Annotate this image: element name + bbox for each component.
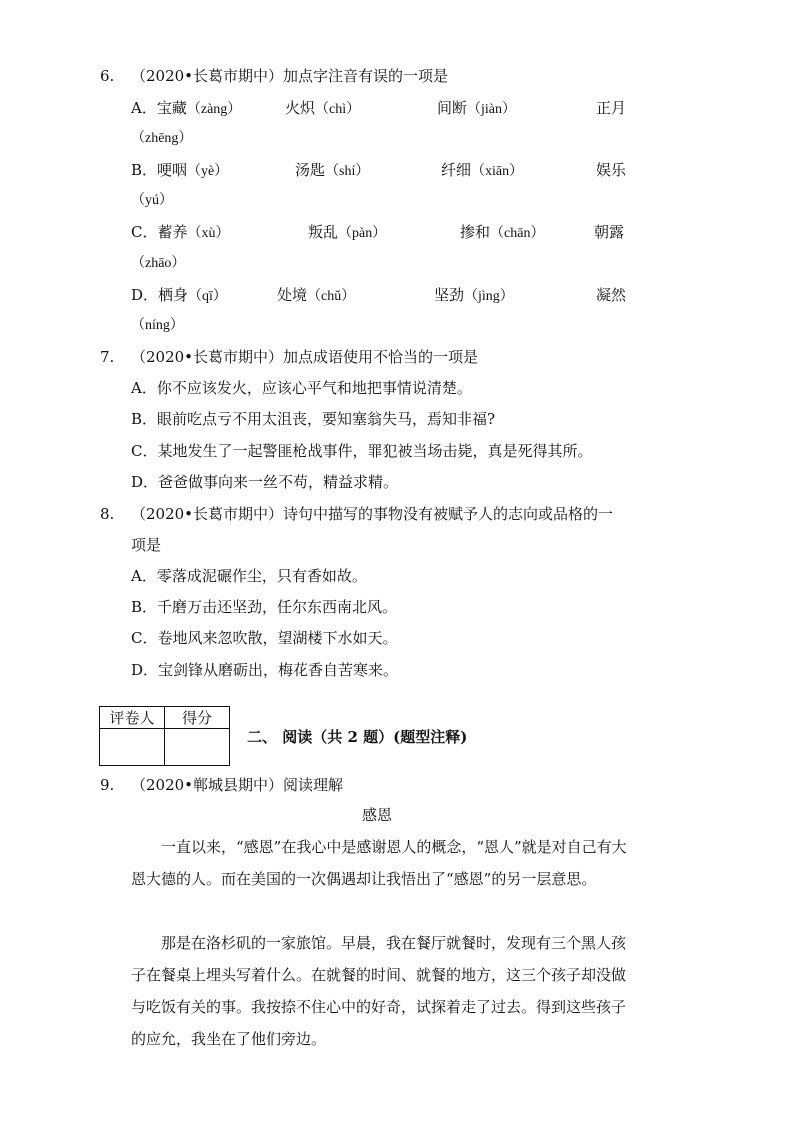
option-c[interactable]: C．某地发生了一起警匪枪战事件，罪犯被当场击毙，真是死得其所。 <box>131 442 593 460</box>
option-label: A． <box>131 99 157 117</box>
option-a-item-2: 火炽（chì） <box>285 99 361 117</box>
option-pinyin: （yè） <box>187 164 229 179</box>
question-stem: （2020•长葛市期中）加点字注音有误的一项是 <box>131 67 449 85</box>
option-d[interactable] <box>131 285 227 307</box>
option-a-item-4-pinyin: （zhēng） <box>131 131 193 146</box>
option-a[interactable]: A．零落成泥碾作尘，只有香如故。 <box>131 567 367 585</box>
passage-paragraph: 那是在洛杉矶的一家旅馆。早晨，我在餐厅就餐时，发现有三个黑人孩子在餐桌上埋头写着什么。在就餐的时间、就餐的地方，这三个孩子却没做与吃饭有关的事。我按捺不住心中的好奇，试探着走了过去。得到这些孩子的应允，我坐在了他们旁边。 <box>131 934 627 1048</box>
option-c-item-4-pinyin: （zhāo） <box>131 256 186 271</box>
option-c[interactable] <box>131 222 230 244</box>
option-label: C． <box>131 223 158 241</box>
option-word: 哽咽 <box>157 161 188 179</box>
option-b[interactable] <box>131 160 228 182</box>
option-a[interactable]: A．你不应该发火，应该心平气和地把事情说清楚。 <box>131 379 472 397</box>
question-number: 9. <box>100 776 115 794</box>
question-number: 8. <box>100 505 115 523</box>
option-d[interactable]: D．爸爸做事向来一丝不苟，精益求精。 <box>131 473 399 491</box>
score-table <box>99 706 230 766</box>
option-b[interactable]: B．千磨万击还坚劲，任尔东西南北风。 <box>131 598 398 616</box>
score-header: 得分 <box>165 707 230 729</box>
option-a-item-4-word: 正月 <box>596 99 627 117</box>
passage-paragraph: 一直以来，“感恩”在我心中是感谢恩人的概念，“恩人”就是对自己有大恩大德的人。而在美国的一次偶遇却让我悟出了“感恩”的另一层意思。 <box>131 838 627 888</box>
option-c-item-3: 掺和（chān） <box>460 223 545 241</box>
option-b-item-2: 汤匙（shí） <box>295 161 370 179</box>
option-word: 宝藏 <box>156 99 187 117</box>
grader-cell[interactable] <box>100 729 165 766</box>
grader-header: 评卷人 <box>100 707 165 729</box>
question-stem-continued: 项是 <box>131 536 162 554</box>
option-b-item-4-word: 娱乐 <box>596 161 627 179</box>
question-stem: （2020•长葛市期中）加点成语使用不恰当的一项是 <box>131 348 479 366</box>
option-d-item-4-word: 凝然 <box>596 286 627 304</box>
option-d[interactable]: D．宝剑锋从磨砺出，梅花香自苦寒来。 <box>131 661 399 679</box>
option-c-item-4-word: 朝露 <box>594 223 625 241</box>
option-b-item-4-pinyin: （yú） <box>131 193 173 208</box>
option-d-item-2: 处境（chǔ） <box>277 286 356 304</box>
question-stem: （2020•郸城县期中）阅读理解 <box>131 776 344 794</box>
option-pinyin: （xù） <box>187 226 230 241</box>
option-b[interactable]: B．眼前吃点亏不用太沮丧，要知塞翁失马，焉知非福? <box>131 410 496 428</box>
option-word: 栖身 <box>158 286 189 304</box>
option-a[interactable] <box>131 98 241 120</box>
option-a-item-3: 间断（jiàn） <box>437 99 517 117</box>
option-b-item-3: 纤细（xiān） <box>441 161 524 179</box>
passage-title: 感恩 <box>362 806 393 824</box>
option-word: 蓄养 <box>157 223 188 241</box>
option-label: D． <box>131 286 159 304</box>
section-heading: 二、 阅读（共 2 题）(题型注释) <box>247 728 468 746</box>
option-pinyin: （qī） <box>188 289 227 304</box>
option-c[interactable]: C．卷地风来忽吹散，望湖楼下水如天。 <box>131 629 398 647</box>
option-c-item-2: 叛乱（pàn） <box>308 223 387 241</box>
option-d-item-3: 坚劲（jìng） <box>434 286 514 304</box>
question-number: 7. <box>100 348 115 366</box>
question-number: 6. <box>100 67 115 85</box>
question-stem: （2020•长葛市期中）诗句中描写的事物没有被赋予人的志向或品格的一 <box>131 505 614 523</box>
option-label: B． <box>131 161 158 179</box>
option-pinyin: （zàng） <box>186 102 242 117</box>
score-cell[interactable] <box>165 729 230 766</box>
option-d-item-4-pinyin: （níng） <box>131 318 184 333</box>
